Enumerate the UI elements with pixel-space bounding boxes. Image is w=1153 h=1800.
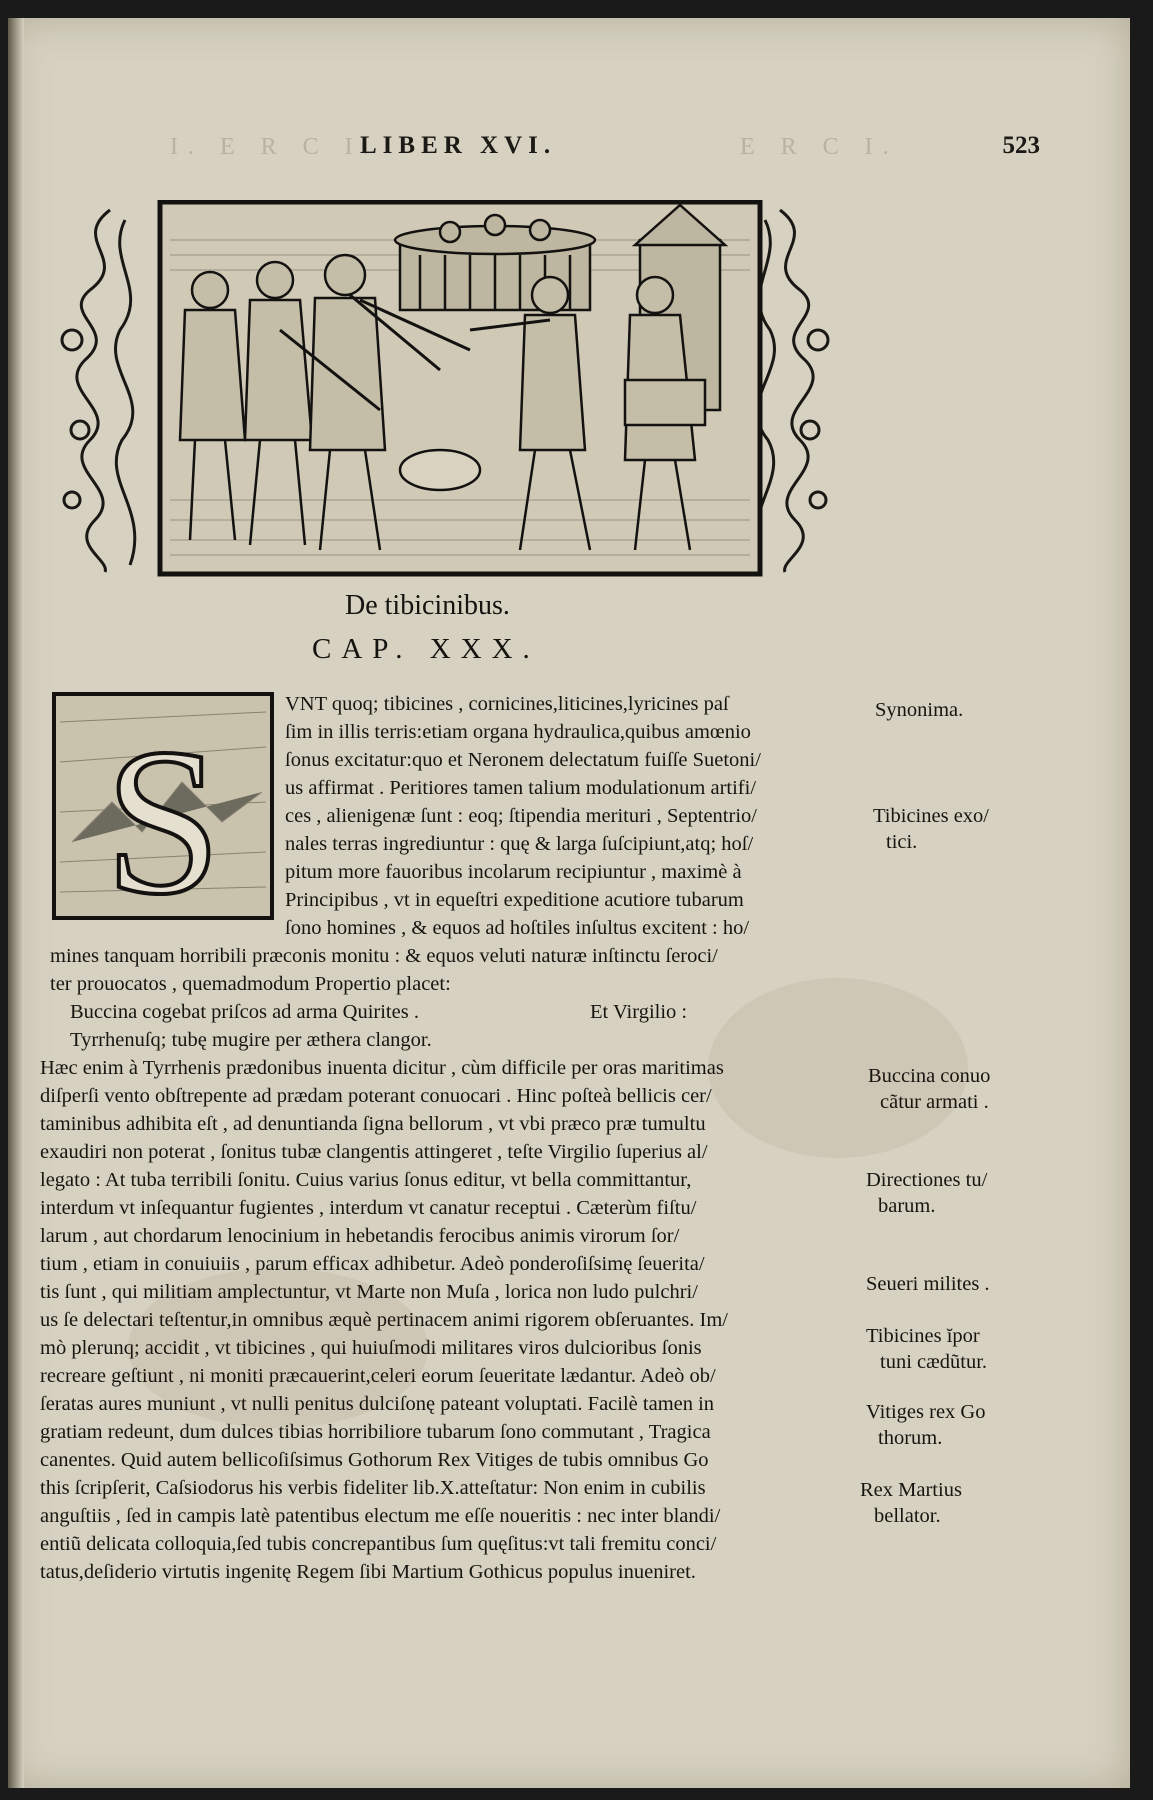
- text-line: mò plerunq; accidit , vt tibicines , qui huiuſmodi militares viros dulcioribus ſonis: [40, 1337, 702, 1359]
- margin-note: Tibicines exo/: [873, 805, 989, 827]
- text-line: ſeratas aures muniunt , vt nulli penitus dulciſonę pateant voluptati. Facilè tamen in: [40, 1393, 715, 1415]
- decorated-initial: [52, 692, 274, 920]
- running-title: LIBER XVI.: [360, 132, 557, 159]
- margin-note: Buccina conuo: [868, 1065, 991, 1087]
- running-header: [170, 132, 1040, 172]
- text-line: ter prouocatos , quemadmodum Propertio placet:: [50, 973, 451, 995]
- text-line: recreare geſtiunt , ni moniti præcauerint,celeri eorum ſeueritate lædantur. Adeò ob/: [40, 1365, 716, 1387]
- text-line: larum , aut chordarum lenocinium in hebetandis ferocibus animis virorum ſor/: [40, 1225, 680, 1247]
- woodcut-illustration: [50, 200, 830, 580]
- margin-note: Rex Martius: [860, 1479, 962, 1501]
- text-line: us ſe delectari teſtentur,in omnibus æquè pertinacem animi rigorem obſeruantes. Im/: [40, 1309, 729, 1331]
- svg-text:S: S: [104, 706, 222, 920]
- margin-note: thorum.: [878, 1427, 943, 1449]
- text-line: Principibus , vt in equeſtri expeditione acutiore tubarum: [285, 889, 744, 911]
- text-line: legato : At tuba terribili ſonitu. Cuius varius ſonus editur, vt bella committantur,: [40, 1169, 692, 1191]
- text-line: ſono homines , & equos ad hoſtiles inſultus excitent : ho/: [285, 917, 750, 939]
- margin-note: tuni cædũtur.: [880, 1351, 988, 1373]
- verse-quotation: Buccina cogebat priſcos ad arma Quirites .: [70, 1001, 419, 1023]
- text-line: diſperſi vento obſtrepente ad prædam poterant conuocari . Hinc poſteà bellicis cer/: [40, 1085, 712, 1107]
- margin-note: Tibicines ĭpor: [866, 1325, 980, 1347]
- initial-s-woodcut-icon: [52, 692, 274, 920]
- page-number: 523: [1002, 132, 1040, 159]
- text-line: canentes. Quid autem bellicoſiſsimus Gothorum Rex Vitiges de tubis omnibus Go: [40, 1449, 709, 1471]
- text-line: Hæc enim à Tyrrhenis prædonibus inuenta dicitur , cùm difficile per oras maritimas: [40, 1057, 724, 1079]
- show-through-text: I. E R C I.: [170, 134, 379, 160]
- text-line: this ſcripſerit, Caſsiodorus his verbis fideliter lib.X.atteſtatur: Non enim in cubilis: [40, 1477, 706, 1499]
- text-line: ces , alienigenæ ſunt : eoq; ſtipendia meriturі , Septentrio/: [285, 805, 757, 827]
- musicians-woodcut-icon: [50, 200, 830, 580]
- margin-note: tici.: [886, 831, 918, 853]
- text-line: tis ſunt , qui militiam ampleсtuntur, vt Marte non Muſa , lorica non ludo pulchri/: [40, 1281, 698, 1303]
- text-line: gratiam redeunt, dum dulces tibias horribiliore tubarum ſono commutant , Tragica: [40, 1421, 711, 1443]
- text-line: entiũ delicata colloquia,ſed tubis concrepantibus ſum quęſitus:vt tali fremitu conci/: [40, 1533, 717, 1555]
- text-line: Et Virgilio :: [590, 1001, 688, 1023]
- text-line: ſonus excitatur:quo et Neronem delectatum fuiſſe Suetoni/: [285, 749, 761, 771]
- chapter-heading: CAP. XXX.: [312, 633, 540, 665]
- margin-note: cãtur armati .: [880, 1091, 989, 1113]
- text-line: ſim in illis terris:etiam organa hydraulica,quibus amœnio: [285, 721, 751, 743]
- text-line: us affirmat . Peritiores tamen talium modulationum artifi/: [285, 777, 757, 799]
- text-line: VNT quoq; tibicines , cornicines,liticines,lyricines paſ: [285, 693, 729, 715]
- margin-note: Vitiges rex Go: [866, 1401, 986, 1423]
- show-through-text: E R C I.: [740, 134, 899, 160]
- text-line: pitum more fauoribus incolarum recipiuntur , maximè à: [285, 861, 742, 883]
- text-line: mines tanquam horribili præconis monitu : & equos veluti naturæ inſtinctu ſeroci/: [50, 945, 718, 967]
- margin-note: barum.: [878, 1195, 936, 1217]
- book-spine: [8, 18, 24, 1788]
- text-line: taminibus adhibita eſt , ad denuntianda ſigna bellorum , vt vbi præco præ tumultu: [40, 1113, 706, 1135]
- text-line: tatus,deſiderio virtutis ingenitę Regem ſibi Martium Gothicus populus inueniret.: [40, 1561, 696, 1583]
- verse-quotation: Tyrrhenuſq; tubę mugire per æthera clangor.: [70, 1029, 432, 1051]
- margin-note: Synonima.: [875, 699, 964, 721]
- text-line: interdum vt inſequantur fugientes , interdum vt canatur receptui . Cæterùm fiſtu/: [40, 1197, 697, 1219]
- illustration-caption: De tibicinibus.: [345, 590, 510, 621]
- text-line: exaudiri non poterat , ſonitus tubæ clangentis attingeret , teſte Virgilio ſuperius al/: [40, 1141, 708, 1163]
- margin-note: Directiones tu/: [866, 1169, 988, 1191]
- text-line: nales terras ingrediuntur : quę & larga ſuſcipiunt,atq; hoſ/: [285, 833, 754, 855]
- text-line: anguſtiis , ſed in campis latè patentibus electum me eſſe noueritis : nec inter blandi/: [40, 1505, 721, 1527]
- margin-note: bellator.: [874, 1505, 941, 1527]
- text-line: tium , etiam in conuiuiis , parum efficax adhibetur. Adeò ponderoſiſsimę ſeueritа/: [40, 1253, 705, 1275]
- margin-note: Seueri milites .: [866, 1273, 990, 1295]
